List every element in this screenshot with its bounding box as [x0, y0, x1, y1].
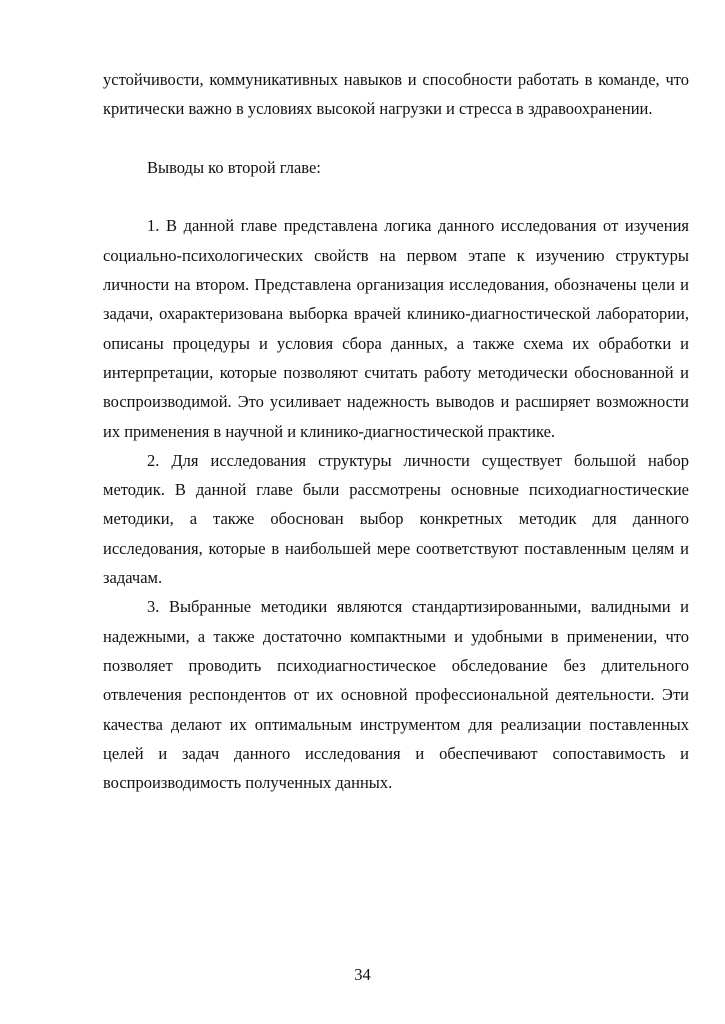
- conclusion-2: 2. Для исследования структуры личности существует большой набор методик. В данной главе были рассмотрены основные психодиагностические методики, а также обоснован выбор конкретных методик для данного исследования, которые в наибольшей мере соответствуют поставленным целям и задачам.: [103, 450, 689, 588]
- spacer: [103, 124, 689, 153]
- body-text: [103, 65, 689, 797]
- page-number: 34: [354, 965, 371, 984]
- section-heading: Выводы ко второй главе:: [147, 157, 321, 177]
- conclusion-3: 3. Выбранные методики являются стандартизированными, валидными и надежными, а также достаточно компактными и удобными в применении, что позволяет проводить психодиагностическое обследование без длительного отвлечения респондентов от их основной профессиональной деятельности. Эти качества делают их оптимальным инструментом для реализации поставленных целей и задач данного исследования и обеспечивают сопоставимость и воспроизводимость полученных данных.: [103, 597, 689, 793]
- conclusion-1: 1. В данной главе представлена логика данного исследования от изучения социально-психологических свойств на первом этапе к изучению структуры личности на втором. Представлена организация исследования, обозначены цели и задачи, охарактеризована выборка врачей клинико-диагностической лаборатории, описаны процедуры и условия сбора данных, а также схема их обработки и интерпретации, которые позволяют считать работу методически обоснованной и воспроизводимой. Это усиливает надежность выводов и расширяет возможности их применения в научной и клинико-диагностической практике.: [103, 216, 689, 441]
- continuation-paragraph: устойчивости, коммуникативных навыков и способности работать в команде, что критически важно в условиях высокой нагрузки и стресса в здравоохранении.: [103, 70, 689, 119]
- spacer: [103, 182, 689, 211]
